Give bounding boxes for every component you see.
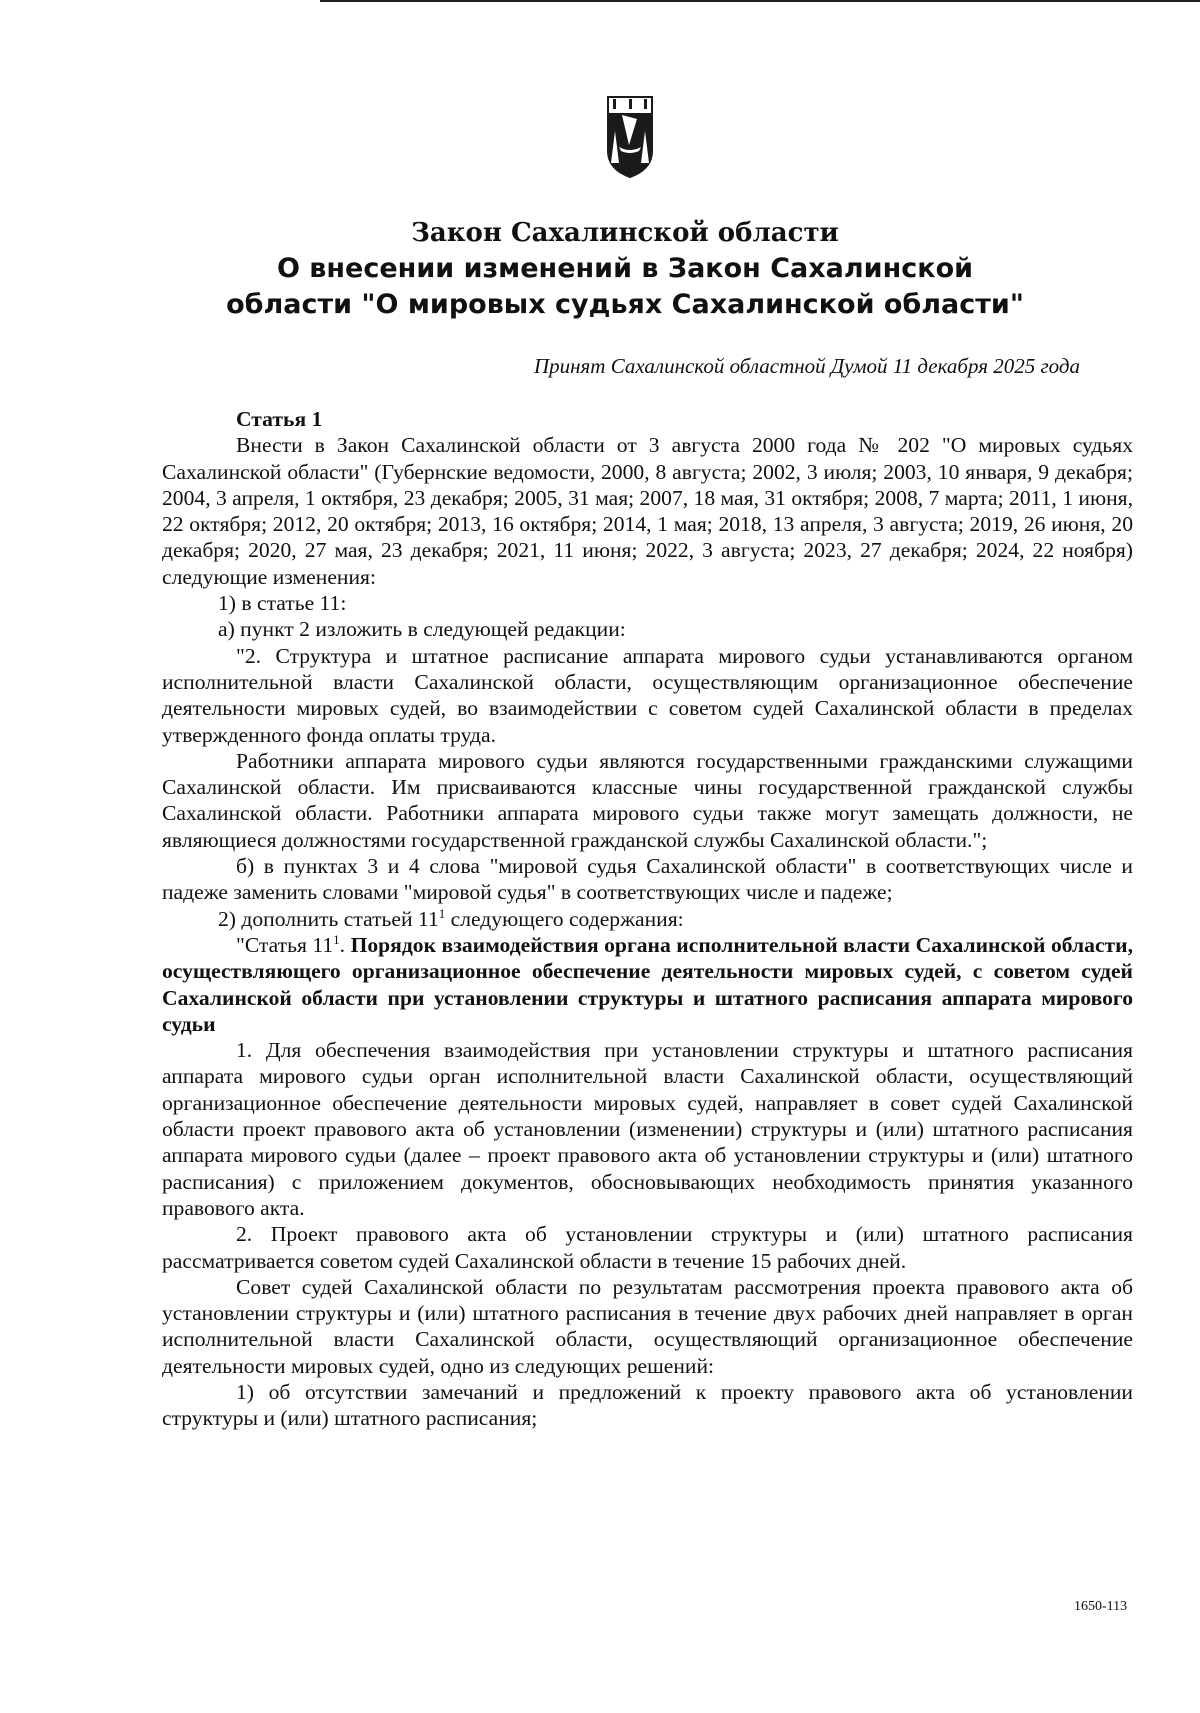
document-code: 1650-113 <box>1074 1599 1128 1614</box>
item-2-superscript: 1 <box>438 905 446 921</box>
item-1b: б) в пунктах 3 и 4 слова "мировой судья Сахалинской области" в соответствующих числе и падеже заменить словами "мировой судья" в соответствующих числе и падеже; <box>162 854 1133 905</box>
item-2-suffix: следующего содержания: <box>445 906 684 931</box>
article-11-1-dot: . <box>339 932 346 957</box>
title-line-1: Закон Сахалинской области <box>411 218 839 248</box>
decision-1: 1) об отсутствии замечаний и предложений к проекту правового акта об установлении структуры и (или) штатного расписания; <box>162 1379 1133 1431</box>
adoption-note: Принят Сахалинской областной Думой 11 декабря 2025 года <box>533 354 1080 378</box>
staff-paragraph: Работники аппарата мирового судьи являются государственными гражданскими служащими Сахалинской области. Им присваиваются классные чины государственной гражданской службы Сахалинской области. Работники аппарата мирового судьи также могут замещать должности, не являющиеся должностями государственной гражданской службы Сахалинской области."; <box>162 748 1133 852</box>
quoted-point-2: "2. Структура и штатное расписание аппарата мирового судьи устанавливаются органом исполнительной власти Сахалинской области, осуществляющим организационное обеспечение деятельности мировых судей, во взаимодействии с советом судей Сахалинской области в пределах утвержденного фонда оплаты труда. <box>162 643 1133 747</box>
article-11-1-label: "Статья 11 <box>236 932 334 957</box>
sakhalin-coat-of-arms-icon <box>605 93 655 179</box>
council-paragraph: Совет судей Сахалинской области по результатам рассмотрения проекта правового акта об установлении структуры и (или) штатного расписания в течение двух рабочих дней направляет в орган исполнительной власти Сахалинской области, осуществляющий организационное обеспечение деятельности мировых судей, одно из следующих решений: <box>162 1274 1133 1378</box>
article-1-heading: Статья 1 <box>236 407 323 431</box>
article-11-1-heading <box>162 932 1133 1037</box>
title-line-2: О внесении изменений в Закон Сахалинской <box>276 253 974 284</box>
law-body <box>162 406 1133 1432</box>
intro-paragraph: Внести в Закон Сахалинской области от 3 августа 2000 года № 202 "О мировых судьях Сахалинской области" (Губернские ведомости, 2000, 8 августа; 2002, 3 июля; 2003, 10 января, 9 декабря; 2004, 3 апреля, 1 октября, 23 декабря; 2005, 31 мая; 2007, 18 мая, 31 октября; 2008, 7 марта; 2011, 1 июня, 22 октября; 2012, 20 октября; 2013, 16 октября; 2014, 1 мая; 2018, 13 апреля, 3 августа; 2019, 26 июня, 20 декабря; 2020, 27 мая, 23 декабря; 2021, 11 июня; 2022, 3 августа; 2023, 27 декабря; 2024, 22 ноября) следующие изменения: <box>162 433 1133 589</box>
point-1: 1. Для обеспечения взаимодействия при установлении структуры и штатного расписания аппарата мирового судьи орган исполнительной власти Сахалинской области, осуществляющий организационное обеспечение деятельности мировых судей, направляет в совет судей Сахалинской области проект правового акта об установлении (изменении) структуры и (или) штатного расписания аппарата мирового судьи (далее – проект правового акта об установлении структуры и (или) штатного расписания) с приложением документов, обосновывающих необходимость принятия указанного правового акта. <box>162 1038 1133 1220</box>
law-title <box>180 215 1070 323</box>
point-2: 2. Проект правового акта об установлении структуры и (или) штатного расписания рассматривается советом судей Сахалинской области в течение 15 рабочих дней. <box>162 1222 1133 1273</box>
article-11-1-title: Порядок взаимодействия органа исполнительной власти Сахалинской области, осуществляющего организационное обеспечение деятельности мировых судей, с советом судей Сахалинской области при установлении структуры и штатного расписания аппарата мирового судьи <box>162 932 1133 1036</box>
item-2-text: 2) дополнить статьей 11 <box>218 906 439 931</box>
item-2 <box>162 906 1133 932</box>
item-1a: а) пункт 2 изложить в следующей редакции: <box>218 617 626 642</box>
top-border-line <box>320 0 1200 2</box>
article-11-1-superscript: 1 <box>333 931 340 947</box>
title-line-3: области "О мировых судьях Сахалинской области" <box>226 289 1024 320</box>
item-1: 1) в статье 11: <box>218 591 347 616</box>
